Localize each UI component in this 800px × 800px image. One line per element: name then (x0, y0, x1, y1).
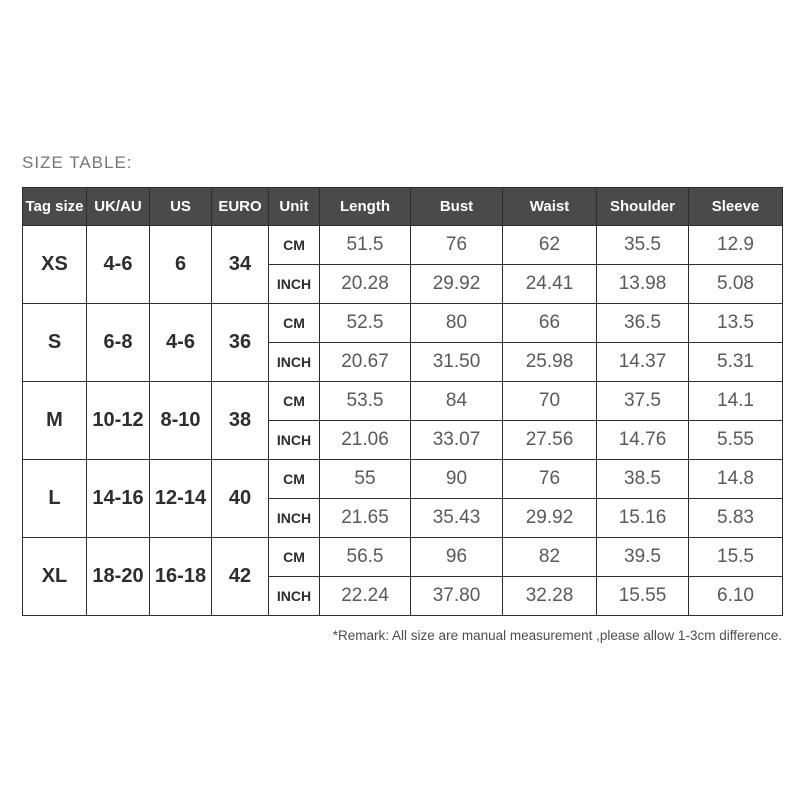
measurement-cell: 5.08 (689, 265, 783, 304)
measurement-cell: 13.5 (689, 304, 783, 343)
measurement-cell: 38.5 (597, 460, 689, 499)
measurement-cell: 84 (411, 382, 503, 421)
column-header-unit: Unit (269, 188, 320, 226)
measurement-cell: 20.67 (320, 343, 411, 382)
measurement-cell: 82 (503, 538, 597, 577)
unit-inch-label: INCH (269, 421, 320, 460)
measurement-cell: 22.24 (320, 577, 411, 616)
measurement-cell: 14.37 (597, 343, 689, 382)
measurement-cell: 80 (411, 304, 503, 343)
unit-cm-label: CM (269, 226, 320, 265)
measurement-cell: 62 (503, 226, 597, 265)
measurement-cell: 33.07 (411, 421, 503, 460)
unit-cm-label: CM (269, 382, 320, 421)
remark-text: *Remark: All size are manual measurement ,please allow 1-3cm difference. (332, 628, 782, 643)
column-header-tag-size: Tag size (23, 188, 87, 226)
measurement-cell: 53.5 (320, 382, 411, 421)
tag-size-cell-s: S (23, 304, 87, 382)
measurement-cell: 21.65 (320, 499, 411, 538)
measurement-cell: 5.83 (689, 499, 783, 538)
unit-inch-label: INCH (269, 499, 320, 538)
us-cell-s: 4-6 (150, 304, 212, 382)
ukau-cell-l: 14-16 (87, 460, 150, 538)
size-row-l-cm (23, 460, 783, 499)
measurement-cell: 39.5 (597, 538, 689, 577)
euro-cell-m: 38 (212, 382, 269, 460)
column-header-euro: EURO (212, 188, 269, 226)
tag-size-cell-m: M (23, 382, 87, 460)
column-header-length: Length (320, 188, 411, 226)
unit-inch-label: INCH (269, 343, 320, 382)
measurement-cell: 24.41 (503, 265, 597, 304)
measurement-cell: 20.28 (320, 265, 411, 304)
measurement-cell: 96 (411, 538, 503, 577)
us-cell-xl: 16-18 (150, 538, 212, 616)
unit-inch-label: INCH (269, 577, 320, 616)
measurement-cell: 35.5 (597, 226, 689, 265)
measurement-cell: 14.1 (689, 382, 783, 421)
measurement-cell: 29.92 (503, 499, 597, 538)
us-cell-xs: 6 (150, 226, 212, 304)
measurement-cell: 25.98 (503, 343, 597, 382)
measurement-cell: 76 (411, 226, 503, 265)
euro-cell-xs: 34 (212, 226, 269, 304)
tag-size-cell-l: L (23, 460, 87, 538)
size-row-xs-cm (23, 226, 783, 265)
header-row (23, 188, 783, 226)
measurement-cell: 37.80 (411, 577, 503, 616)
unit-inch-label: INCH (269, 265, 320, 304)
page-title: SIZE TABLE: (22, 153, 133, 172)
measurement-cell: 21.06 (320, 421, 411, 460)
column-header-sleeve: Sleeve (689, 188, 783, 226)
measurement-cell: 32.28 (503, 577, 597, 616)
measurement-cell: 29.92 (411, 265, 503, 304)
measurement-cell: 51.5 (320, 226, 411, 265)
measurement-cell: 31.50 (411, 343, 503, 382)
measurement-cell: 6.10 (689, 577, 783, 616)
column-header-uk-au: UK/AU (87, 188, 150, 226)
column-header-bust: Bust (411, 188, 503, 226)
measurement-cell: 66 (503, 304, 597, 343)
measurement-cell: 14.8 (689, 460, 783, 499)
euro-cell-s: 36 (212, 304, 269, 382)
measurement-cell: 37.5 (597, 382, 689, 421)
size-row-s-cm (23, 304, 783, 343)
measurement-cell: 76 (503, 460, 597, 499)
size-table-header (23, 188, 783, 226)
us-cell-m: 8-10 (150, 382, 212, 460)
measurement-cell: 13.98 (597, 265, 689, 304)
unit-cm-label: CM (269, 460, 320, 499)
ukau-cell-m: 10-12 (87, 382, 150, 460)
size-table-body (23, 226, 783, 616)
column-header-waist: Waist (503, 188, 597, 226)
ukau-cell-s: 6-8 (87, 304, 150, 382)
tag-size-cell-xl: XL (23, 538, 87, 616)
size-row-xl-cm (23, 538, 783, 577)
size-table (22, 187, 783, 616)
tag-size-cell-xs: XS (23, 226, 87, 304)
column-header-shoulder: Shoulder (597, 188, 689, 226)
measurement-cell: 56.5 (320, 538, 411, 577)
measurement-cell: 35.43 (411, 499, 503, 538)
unit-cm-label: CM (269, 538, 320, 577)
measurement-cell: 36.5 (597, 304, 689, 343)
unit-cm-label: CM (269, 304, 320, 343)
measurement-cell: 15.55 (597, 577, 689, 616)
column-header-us: US (150, 188, 212, 226)
measurement-cell: 15.5 (689, 538, 783, 577)
measurement-cell: 52.5 (320, 304, 411, 343)
measurement-cell: 90 (411, 460, 503, 499)
euro-cell-l: 40 (212, 460, 269, 538)
measurement-cell: 5.55 (689, 421, 783, 460)
ukau-cell-xl: 18-20 (87, 538, 150, 616)
euro-cell-xl: 42 (212, 538, 269, 616)
measurement-cell: 5.31 (689, 343, 783, 382)
measurement-cell: 12.9 (689, 226, 783, 265)
us-cell-l: 12-14 (150, 460, 212, 538)
size-row-m-cm (23, 382, 783, 421)
measurement-cell: 55 (320, 460, 411, 499)
measurement-cell: 70 (503, 382, 597, 421)
measurement-cell: 27.56 (503, 421, 597, 460)
measurement-cell: 15.16 (597, 499, 689, 538)
ukau-cell-xs: 4-6 (87, 226, 150, 304)
measurement-cell: 14.76 (597, 421, 689, 460)
